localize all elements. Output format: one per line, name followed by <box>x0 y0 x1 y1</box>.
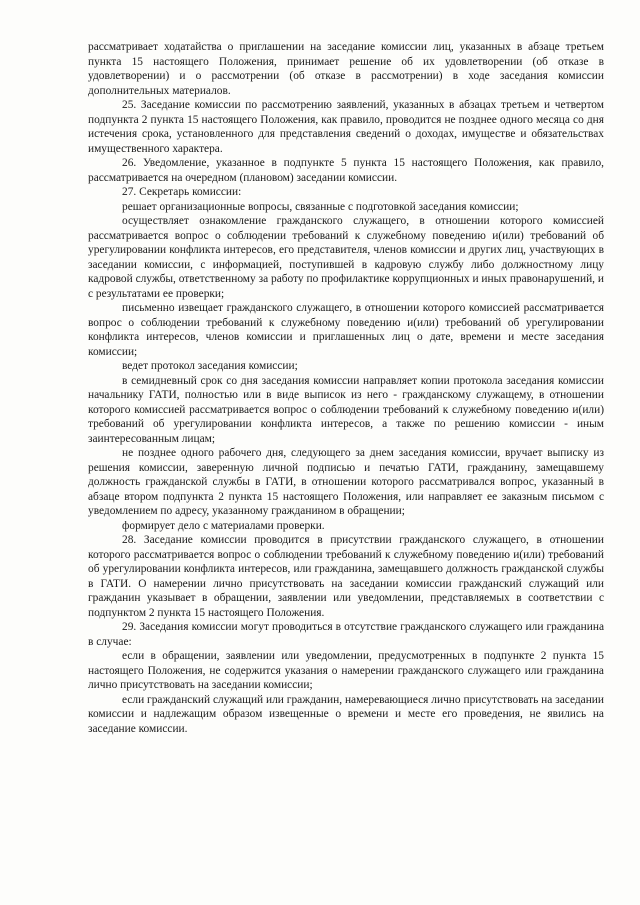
paragraph-29: 29. Заседания комиссии могут проводиться в отсутствие гражданского служащего или гражданина в случае: <box>88 621 604 648</box>
paragraph-29-item-1: если в обращении, заявлении или уведомлении, предусмотренных в подпункте 2 пункта 15 настоящего Положения, не содержится указания о намерении гражданского служащего или гражданина лично присутствовать на заседании комиссии; <box>88 650 604 691</box>
document-body <box>88 40 604 736</box>
paragraph-27-item-3: письменно извещает гражданского служащего, в отношении которого комиссией рассматривается вопрос о соблюдении требований к служебному поведению и(или) требований об урегулировании конфликта интересов, членов комиссии и приглашенных лиц о дате, времени и месте заседания комиссии; <box>88 302 604 358</box>
paragraph-27-item-1: решает организационные вопросы, связанные с подготовкой заседания комиссии; <box>122 200 519 213</box>
paragraph-27-item-5: в семидневный срок со дня заседания комиссии направляет копии протокола заседания комиссии начальнику ГАТИ, полностью или в виде выписок из него - гражданскому служащему, в отношении которого комиссией рассматривается вопрос о соблюдении требований к служебному поведению и(или) требований об урегулировании конфликта интересов, а также по решению комиссии - иным заинтересованным лицам; <box>88 374 604 445</box>
paragraph-26: 26. Уведомление, указанное в подпункте 5 пункта 15 настоящего Положения, как правило, рассматривается на очередном (плановом) заседании комиссии. <box>88 157 604 184</box>
paragraph-24-continuation: рассматривает ходатайства о приглашении на заседание комиссии лиц, указанных в абзаце третьем пункта 15 настоящего Положения, принимает решение об их удовлетворении (об отказе в удовлетворении) и о рассмотрении (об отказе в рассмотрении) в ходе заседания комиссии дополнительных материалов. <box>88 41 604 97</box>
paragraph-29-item-2: если гражданский служащий или гражданин, намеревающиеся лично присутствовать на заседании комиссии и надлежащим образом извещенные о времени и месте его проведения, не явились на заседание комиссии. <box>88 693 604 735</box>
paragraph-27-item-7: формирует дело с материалами проверки. <box>122 519 325 532</box>
paragraph-27: 27. Секретарь комиссии: <box>122 186 242 198</box>
paragraph-27-item-6: не позднее одного рабочего дня, следующего за днем заседания комиссии, вручает выписку из решения комиссии, заверенную личной подписью и печатью ГАТИ, гражданину, замещавшему должность гражданской службы в ГАТИ, в отношении которого рассматривался вопрос, указанный в абзаце втором подпункта 2 пункта 15 настоящего Положения, или направляет ее заказным письмом с уведомлением по адресу, указанному гражданином в обращении; <box>88 447 604 517</box>
paragraph-27-item-2: осуществляет ознакомление гражданского служащего, в отношении которого комиссией рассматривается вопрос о соблюдении требований к служебному поведению и(или) требований об урегулировании конфликта интересов, его представителя, членов комиссии и других лиц, участвующих в заседании комиссии, с информацией, поступившей в кадровую службу либо должностному лицу кадровой службы, ответственному за работу по профилактике коррупционных и иных правонарушений, и с результатами ее проверки; <box>88 215 604 300</box>
paragraph-25: 25. Заседание комиссии по рассмотрению заявлений, указанных в абзацах третьем и четвертом подпункта 2 пункта 15 настоящего Положения, как правило, проводится не позднее одного месяца со дня истечения срока, установленного для представления сведений о доходах, имуществе и обязательствах имущественного характера. <box>88 99 604 155</box>
paragraph-28: 28. Заседание комиссии проводится в присутствии гражданского служащего, в отношении которого рассматривается вопрос о соблюдении требований к служебному поведению и(или) требований об урегулировании конфликта интересов, или гражданина, замещавшего должность гражданской службы в ГАТИ. О намерении лично присутствовать на заседании комиссии гражданский служащий или гражданин указывает в обращении, заявлении или уведомлении, представляемых в соответствии с подпунктом 2 пункта 15 настоящего Положения. <box>88 534 604 619</box>
paragraph-27-item-4: ведет протокол заседания комиссии; <box>122 360 298 372</box>
